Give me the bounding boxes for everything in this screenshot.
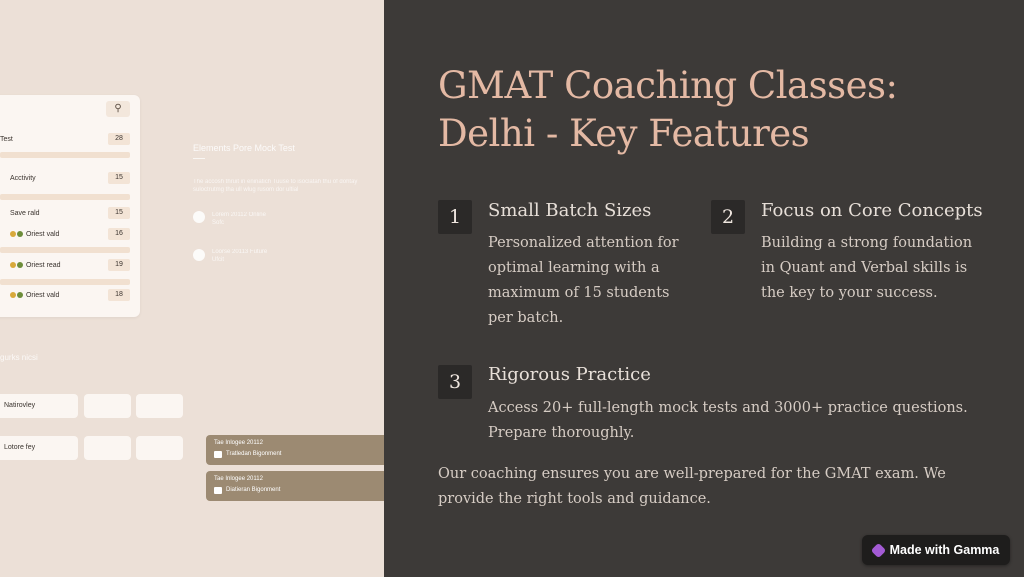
- summary-text: Our coaching ensures you are well-prepared for the GMAT exam. We provide the right tools and guidance.: [438, 466, 946, 507]
- list-item: [10, 168, 130, 188]
- file-card-subtitle: Tratledan Bigonment: [226, 451, 282, 457]
- feature-title: Rigorous Practice: [488, 364, 651, 385]
- list-item: [10, 224, 130, 244]
- page-title: GMAT Coaching Classes: Delhi - Key Features: [438, 64, 898, 155]
- feature-description: Personalized attention for optimal learning with a maximum of 15 students per batch.: [488, 235, 679, 326]
- list-item-count: 28: [108, 133, 130, 145]
- list-item-label: Save rald: [10, 209, 40, 217]
- list-item-label: [10, 292, 108, 299]
- list-item-label: [10, 262, 108, 269]
- feature-description: Building a strong foundation in Quant and Verbal skills is the key to your success.: [761, 235, 973, 301]
- avatar: [193, 249, 205, 261]
- list-item: [0, 129, 130, 149]
- status-dot-icon: [17, 292, 23, 298]
- divider: [0, 194, 130, 200]
- file-card-subtitle: Diatieran Bigonment: [226, 487, 281, 493]
- list-item-count: 15: [108, 207, 130, 219]
- list-item-text: Oriest vald: [25, 230, 60, 238]
- feature-number: 2: [711, 200, 745, 234]
- list-item: [10, 285, 130, 305]
- list-item-count: 18: [108, 289, 130, 301]
- status-dot-icon: [10, 292, 16, 298]
- mock-file-card: [206, 471, 384, 501]
- avatar: [193, 211, 205, 223]
- illustration-panel: [0, 0, 384, 577]
- list-item: [10, 203, 130, 223]
- list-item-count: 19: [108, 259, 130, 271]
- file-card-title: Tae Inlogee 20112: [214, 476, 263, 482]
- divider: [193, 158, 205, 159]
- gamma-logo-icon: [870, 542, 886, 558]
- file-card-title: Tae Inlogee 20112: [214, 440, 263, 446]
- divider: [0, 152, 130, 158]
- list-item-count: 16: [108, 228, 130, 240]
- status-dot-icon: [10, 231, 16, 237]
- pill-label: Natirovley: [4, 402, 36, 409]
- list-item-count: 15: [108, 172, 130, 184]
- feature-number: 3: [438, 365, 472, 399]
- list-item-text: Oriest vald: [25, 291, 60, 299]
- mock-pill: [84, 394, 131, 418]
- section-label: gurks nicsi: [0, 353, 38, 362]
- mock-pill: [0, 394, 78, 418]
- list-item: [10, 255, 130, 275]
- feature-description: Access 20+ full-length mock tests and 3000+ practice questions. Prepare thoroughly.: [488, 400, 968, 441]
- ghost-text: The accosh thruit in eninatich Tuuse to isoclatah thu of dohtay suloctrutmg tha ull wlug rusom dor ultial: [193, 179, 358, 193]
- mock-pill: [84, 436, 131, 460]
- ghost-item: Loorse 20113 Future Ufcit: [212, 249, 268, 263]
- feature-number: 1: [438, 200, 472, 234]
- list-item-label: Test: [0, 135, 13, 143]
- made-with-gamma-badge[interactable]: [862, 535, 1010, 565]
- folder-icon: [214, 487, 222, 494]
- list-item-label: Acctivity: [10, 174, 36, 182]
- mock-list-card: [0, 95, 140, 317]
- badge-label: Made with Gamma: [889, 543, 1000, 557]
- status-dot-icon: [17, 231, 23, 237]
- list-item-text: Oriest read: [25, 261, 61, 269]
- status-dot-icon: [17, 262, 23, 268]
- mock-file-card: [206, 435, 384, 465]
- mock-pill: [136, 436, 183, 460]
- mock-pill: [136, 394, 183, 418]
- list-item-label: [10, 231, 108, 238]
- ghost-title: Elements Pore Mock Test: [193, 143, 295, 153]
- pill-label: Lotore fey: [4, 444, 36, 451]
- feature-title: Focus on Core Concepts: [761, 200, 983, 221]
- mock-pill: [0, 436, 78, 460]
- folder-icon: [214, 451, 222, 458]
- feature-title: Small Batch Sizes: [488, 200, 652, 221]
- status-dot-icon: [10, 262, 16, 268]
- divider: [0, 247, 130, 253]
- search-icon: ⚲: [106, 101, 130, 117]
- ghost-item: Lorem 20112 Online Sofc: [212, 212, 266, 226]
